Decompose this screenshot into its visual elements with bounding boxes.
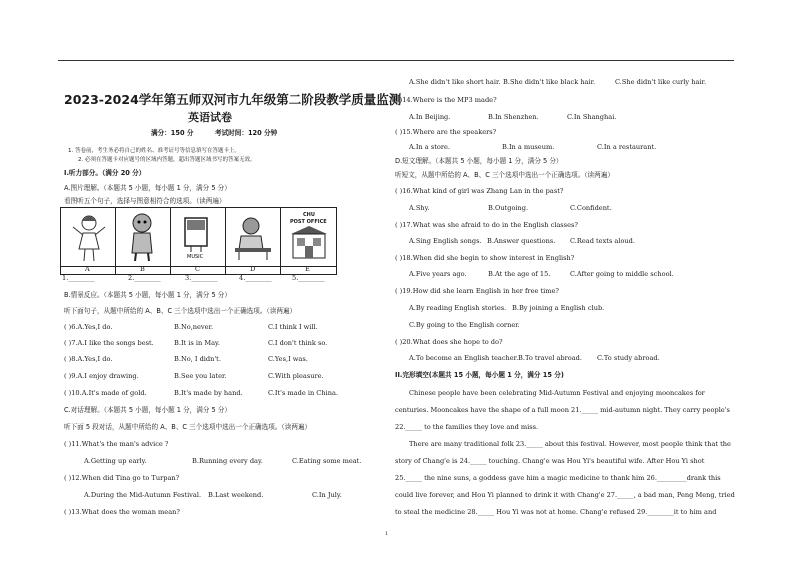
q15-c: C.In a restaurant.	[597, 143, 657, 151]
q11-b: B.Running every day.	[192, 457, 263, 465]
q18-a: A.Five years ago.	[409, 270, 467, 278]
passage-line: 25._____ the nine suns, a goddess gave him a magic medicine to thank him 26._________drank this	[395, 474, 721, 482]
q11[interactable]: ( )11.What's the man's advice ?	[64, 440, 169, 448]
ballet-girl-image	[71, 211, 107, 263]
label-c: C	[195, 265, 201, 273]
bag-image	[179, 212, 217, 262]
person-desk-image	[233, 212, 273, 262]
q18-b: B.At the age of 15.	[488, 270, 551, 278]
q14[interactable]: ( )14.Where is the MP3 made?	[395, 96, 497, 104]
q17[interactable]: ( )17.What was she afraid to do in the English classes?	[395, 221, 578, 229]
q14-a: A.In Beijing.	[409, 113, 451, 121]
q7[interactable]: ( )7.A.I like the songs best.	[64, 339, 154, 347]
q20-c: C.To study abroad.	[597, 354, 660, 362]
secD-title: D.短文理解。（本题共 5 小题，每小题 1 分，满分 5 分）	[395, 157, 563, 165]
q19-b: B.By joining a English club.	[512, 304, 605, 312]
note-1: 1. 答卷前，考生务必将自己的姓名、准考证号等信息填写在答题卡上。	[68, 148, 240, 154]
q8[interactable]: ( )8.A.Yes,I do.	[64, 355, 113, 363]
label-e: E	[305, 265, 310, 273]
q6[interactable]: ( )6.A.Yes,I do.	[64, 323, 113, 331]
q17-a: A.Sing English songs.	[409, 237, 482, 245]
q19-a: A.By reading English stories.	[409, 304, 507, 312]
q18[interactable]: ( )18.When did she begin to show interest in English?	[395, 254, 575, 262]
secD-instr: 听短文，从题中所给的 A、B、C 三个选项中选出一个正确选项。（读两遍）	[395, 171, 614, 179]
secB-title: B.情景反应。（本题共 5 小题，每小题 1 分，满分 5 分）	[64, 291, 231, 299]
q19[interactable]: ( )19.How did she learn English in her free time?	[395, 287, 559, 295]
q12-a: A.During the Mid-Autumn Festival.	[84, 491, 202, 499]
top-rule	[58, 60, 734, 61]
q16[interactable]: ( )16.What kind of girl was Zhang Lan in the past?	[395, 187, 564, 195]
q9-c: C.With pleasure.	[268, 372, 324, 380]
q13-a: A.She didn't like short hair.	[409, 78, 501, 86]
q8-b: B.No, I didn't.	[174, 355, 221, 363]
exam-score: 满分：150 分	[151, 129, 194, 137]
q8-c: C.Yes,I was.	[268, 355, 308, 363]
q9[interactable]: ( )9.A.I enjoy drawing.	[64, 372, 139, 380]
answer-blank-1[interactable]: 1.________	[62, 274, 95, 282]
q11-a: A.Getting up early.	[84, 457, 147, 465]
label-a: A	[85, 265, 90, 273]
cartoon-person-image	[124, 211, 160, 263]
q12-b: B.Last weekend.	[208, 491, 264, 499]
secC-title: C.对话理解。（本题共 5 小题，每小题 1 分，满分 5 分）	[64, 406, 232, 414]
q9-b: B.See you later.	[174, 372, 227, 380]
secC-instr: 听下面 5 段对话，从题中所给的 A、B、C 三个选项中选出一个正确选项。（读两遍）	[64, 423, 312, 431]
q7-b: B.It is in May.	[174, 339, 220, 347]
q12[interactable]: ( )12.When did Tina go to Turpan?	[64, 474, 180, 482]
q10-b: B.It's made by hand.	[174, 389, 243, 397]
exam-time: 考试时间：120 分钟	[215, 129, 278, 137]
q16-c: C.Confident.	[570, 204, 612, 212]
q18-c: C.After going to middle school.	[570, 270, 674, 278]
post-office-image: CHU POST OFFICE	[287, 212, 331, 262]
secB-instr: 听下面句子，从题中所给的 A、B、C 三个选项中选出一个正确选项。（读两遍）	[64, 307, 297, 315]
label-b: B	[140, 265, 145, 273]
q7-c: C.I don't think so.	[268, 339, 328, 347]
secA-instr: 看图听五个句子，选择与图意相符合的选项。（读两遍）	[64, 197, 226, 205]
exam-title: 2023-2024学年第五师双河市九年级第二阶段教学质量监测	[64, 92, 402, 107]
answer-blank-5[interactable]: 5.________	[292, 274, 325, 282]
q20-a: A.To become an English teacher.	[409, 354, 519, 362]
answer-blank-2[interactable]: 2.________	[128, 274, 161, 282]
part1-title: I.听力部分。（满分 20 分）	[64, 169, 146, 177]
q14-c: C.In Shanghai.	[567, 113, 617, 121]
answer-blank-3[interactable]: 3.________	[185, 274, 218, 282]
passage-line: story of Chang'e is 24._____ touching. Chang'e was Hou Yi's beautiful wife. After Hou Yi shot	[395, 457, 705, 465]
q15[interactable]: ( )15.Where are the speakers?	[395, 128, 497, 136]
q13-c: C.She didn't like curly hair.	[615, 78, 707, 86]
q15-a: A.In a store.	[409, 143, 450, 151]
q20-b: B.To travel abroad.	[518, 354, 582, 362]
q12-c: C.In July.	[312, 491, 342, 499]
label-d: D	[250, 265, 256, 273]
note-2: 2. 必须在答题卡对应题号的区域内答题，超出答题区域书写的答案无效。	[78, 157, 256, 163]
part2-title: II.完形填空(本题共 15 小题，每小题 1 分，满分 15 分)	[395, 371, 564, 379]
passage-line: could live forever, and Hou Yi planned to drink it with Chang'e 27._____, a bad man, Peng Meng, tried	[395, 491, 735, 499]
q16-a: A.Shy.	[409, 204, 430, 212]
q13[interactable]: ( )13.What does the woman mean?	[64, 508, 180, 516]
q16-b: B.Outgoing.	[488, 204, 529, 212]
q14-b: B.In Shenzhen.	[488, 113, 539, 121]
passage-line: centuries. Mooncakes have the shape of a full moon 21._____ mid-autumn night. They carry people's	[395, 406, 730, 414]
exam-subject: 英语试卷	[188, 111, 232, 124]
q17-b: B.Answer questions.	[487, 237, 556, 245]
secA-title: A.图片理解。（本题共 5 小题，每小题 1 分，满分 5 分）	[64, 184, 231, 192]
q10[interactable]: ( )10.A.It's made of gold.	[64, 389, 147, 397]
page-number: 1	[385, 531, 389, 537]
q10-c: C.It's made in China.	[268, 389, 338, 397]
q13-b: B.She didn't like black hair.	[503, 78, 596, 86]
passage-line: There are many traditional folk 23._____ about this festival. However, most people think that the	[409, 440, 731, 448]
passage-line: 22._____ to the families they love and miss.	[395, 423, 539, 431]
answer-blank-4[interactable]: 4.________	[239, 274, 272, 282]
q15-b: B.In a museum.	[502, 143, 555, 151]
svg-text:MUSIC: MUSIC	[187, 254, 204, 260]
q19-c: C.By going to the English corner.	[409, 321, 520, 329]
picture-box	[60, 207, 337, 267]
q6-b: B.No,never.	[174, 323, 214, 331]
passage-line: Chinese people have been celebrating Mid-Autumn Festival and enjoying mooncakes for	[409, 389, 705, 397]
q17-c: C.Read texts aloud.	[570, 237, 635, 245]
q20[interactable]: ( )20.What does she hope to do?	[395, 338, 503, 346]
q11-c: C.Eating some meat.	[292, 457, 362, 465]
q6-c: C.I think I will.	[268, 323, 318, 331]
passage-line: to steal the medicine 28._____ Hou Yi was not at home. Chang'e refused 29.________it to him and	[395, 508, 717, 516]
